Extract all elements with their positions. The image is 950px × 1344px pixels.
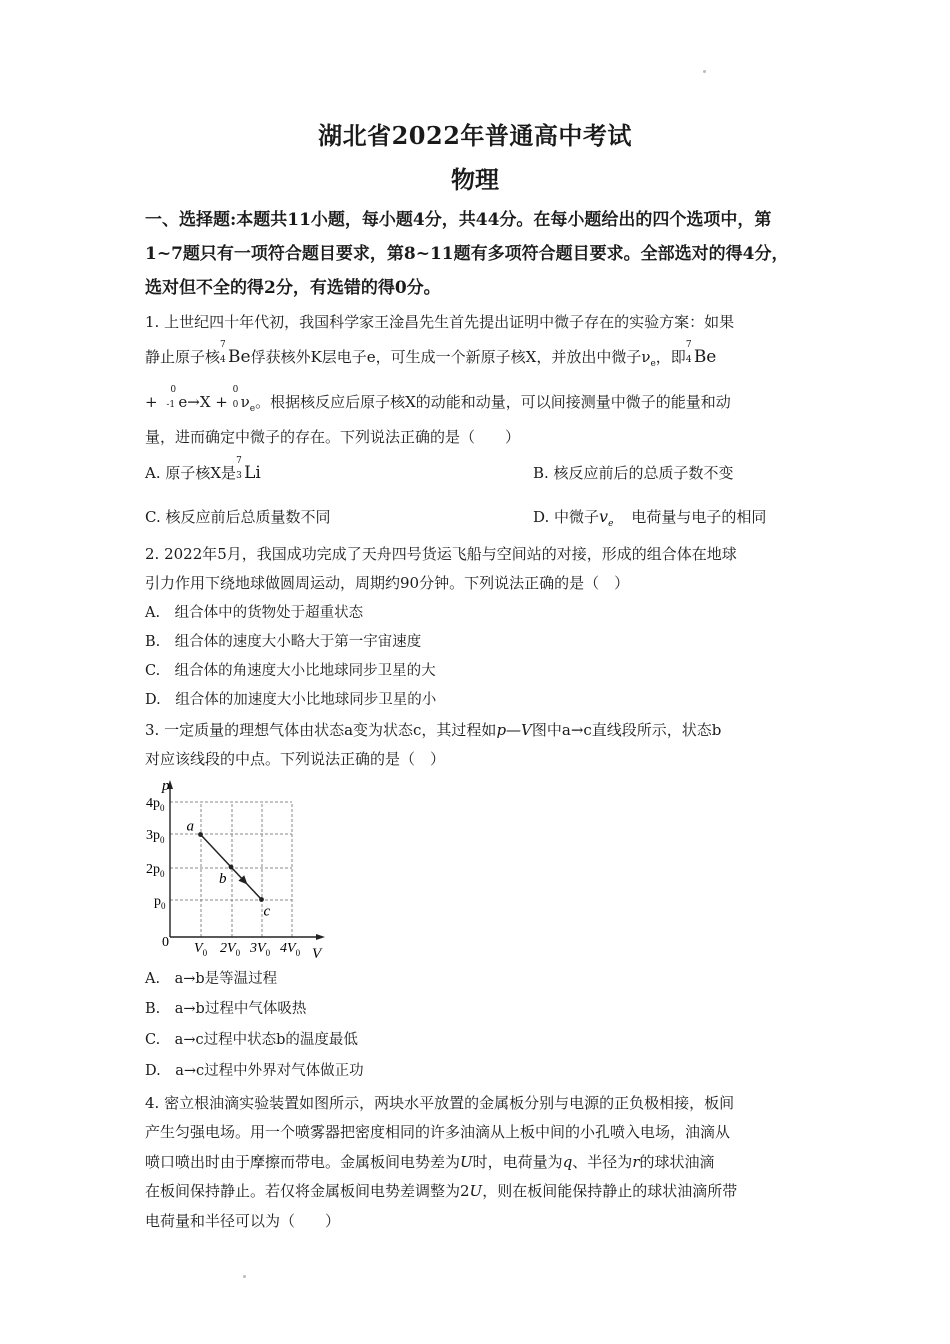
q1-line2: [145, 340, 717, 374]
q1-option-b: B. 核反应前后的总质子数不变: [533, 464, 734, 482]
section-heading: 一、选择题:本题共11小题，每小题4分，共44分。在每小题给出的四个选项中，第1~7题只有一项符合题目要求，第8~11题有多项符合题目要求。全部选对的得4分，选对但不全的得2分，有选错的得0分。: [145, 210, 789, 298]
q1-line1: 1. 上世纪四十年代初，我国科学家王淦昌先生首先提出证明中微子存在的实验方案：如果: [145, 313, 735, 331]
x-tick-sub: 0: [265, 948, 271, 958]
state-point-a: [198, 832, 203, 837]
state-label-a: a: [186, 818, 194, 835]
q4-var-u: U: [460, 1153, 473, 1171]
y-tick-text: 2p: [146, 862, 160, 877]
y-tick-sub: 0: [160, 869, 165, 879]
x-tick-labels: [194, 941, 301, 958]
y-tick-2p0: [146, 862, 165, 879]
x-tick-sub: 0: [235, 948, 241, 958]
v-axis-arrow: [316, 934, 325, 940]
be-mass: 7: [220, 340, 226, 350]
y-tick-sub: 0: [161, 901, 166, 911]
nu-symbol: ν: [240, 393, 250, 411]
q2-line2: 引力作用下绕地球做圆周运动，周期约90分钟。下列说法正确的是（ ）: [145, 574, 630, 592]
q2-option-d: D. 组合体的加速度大小比地球同步卫星的小: [145, 692, 437, 708]
q1-option-d-a: D. 中微子: [533, 508, 600, 526]
be-z: 4: [220, 355, 226, 365]
q1-line3: [145, 385, 731, 419]
nuclide-neutrino: [232, 385, 250, 412]
y-tick-text: p: [154, 894, 161, 909]
y-tick-sub: 0: [160, 835, 165, 845]
y-tick-sub: 0: [160, 803, 165, 813]
e-symbol: e: [178, 393, 188, 411]
x-tick-v0: [194, 941, 208, 958]
q3-line1-a: 3. 一定质量的理想气体由状态a变为状态c，其过程如: [145, 721, 497, 739]
origin-label: 0: [162, 935, 169, 950]
q4-line3-c: 、半径为: [572, 1153, 633, 1171]
state-label-c: c: [263, 903, 271, 920]
q1-option-d: [533, 507, 766, 534]
q3-option-b: B. a→b过程中气体吸热: [145, 1001, 307, 1017]
plus-sign: +: [145, 393, 158, 411]
exam-title: 湖北省2022年普通高中考试: [318, 121, 632, 150]
q2-option-a: A. 组合体中的货物处于超重状态: [145, 605, 364, 621]
x-tick-text: 2V: [220, 941, 236, 956]
x-tick-text: 4V: [280, 941, 296, 956]
nuclide-be: [220, 340, 251, 367]
be-mass: 7: [685, 340, 692, 350]
nuclide-electron: [166, 385, 188, 412]
x-tick-2v0: [220, 941, 241, 958]
e-z: -1: [166, 400, 176, 410]
q1-line2-b: 俘获核外K层电子e，可生成一个新原子核X，并放出中微子ν: [250, 348, 651, 366]
be-z: 4: [685, 355, 692, 365]
q1-option-a: [145, 456, 261, 483]
q4-line4-a: 在板间保持静止。若仅将金属板间电势差调整为2: [145, 1182, 470, 1200]
y-tick-text: 4p: [146, 796, 160, 811]
nu-z: 0: [232, 400, 239, 410]
x-tick-sub: 0: [202, 948, 208, 958]
q4-line3-b: 时，电荷量为: [472, 1153, 563, 1171]
y-tick-4p0: [146, 796, 165, 813]
y-tick-p0: [154, 894, 166, 911]
state-point-c: [259, 897, 264, 902]
y-tick-text: 3p: [146, 828, 160, 843]
x-tick-text: V: [194, 941, 203, 956]
nuclide-li: [236, 456, 261, 483]
q2-line1: 2. 2022年5月，我国成功完成了天舟四号货运飞船与空间站的对接，形成的组合体在地球: [145, 545, 737, 563]
p-axis-label: p: [162, 778, 170, 794]
nu-mass: 0: [232, 385, 239, 395]
q4-var-q: q: [562, 1153, 573, 1171]
q3-line2: 对应该线段的中点。下列说法正确的是（ ）: [145, 750, 446, 768]
scan-speck: [243, 1275, 246, 1278]
q1-line2-a: 静止原子核: [145, 348, 221, 366]
q1-option-d-b: 电荷量与电子的相同: [631, 508, 767, 526]
x-tick-sub: 0: [295, 948, 301, 958]
q3-line1-b: 图中a→c直线段所示，状态b: [531, 721, 722, 739]
q1-option-d-symbol: v: [599, 507, 609, 526]
li-z: 3: [236, 471, 242, 481]
q1-line2-c: ，即: [655, 348, 686, 366]
y-tick-labels: [146, 796, 166, 911]
x-tick-text: 3V: [250, 941, 266, 956]
q4-line4: [145, 1181, 737, 1201]
q1-line4: 量，进而确定中微子的存在。下列说法正确的是（ ）: [145, 428, 521, 446]
q4-line1: 4. 密立根油滴实验装置如图所示，两块水平放置的金属板分别与电源的正负极相接，板间: [145, 1094, 735, 1112]
x-tick-3v0: [249, 941, 271, 958]
q3-pv: p—V: [496, 721, 532, 739]
q2-option-c: C. 组合体的角速度大小比地球同步卫星的大: [145, 663, 436, 679]
q1-option-d-sub: e: [608, 519, 614, 529]
nu-e-sub: e: [249, 404, 256, 414]
subject-title: 物理: [451, 165, 499, 194]
q4-var-u2: U: [469, 1182, 483, 1200]
li-mass: 7: [236, 456, 242, 466]
be-symbol: Be: [693, 347, 717, 367]
q4-line3: [145, 1152, 715, 1172]
state-label-b: b: [219, 871, 227, 887]
q4-line3-d: 的球状油滴: [639, 1153, 715, 1171]
q3-option-c: C. a→c过程中状态b的温度最低: [145, 1032, 358, 1048]
q4-line2: 产生匀强电场。用一个喷雾器把密度相同的许多油滴从上板中间的小孔喷入电场，油滴从: [145, 1123, 731, 1141]
q4-line5: 电荷量和半径可以为（ ）: [145, 1212, 341, 1230]
y-tick-3p0: [146, 828, 165, 845]
nu-sub: e: [650, 359, 656, 369]
q3-option-d: D. a→c过程中外界对气体做正功: [145, 1063, 364, 1079]
nuclide-be-2: [685, 340, 717, 367]
reaction-arrow: →X +: [187, 393, 228, 411]
li-symbol: Li: [244, 463, 261, 483]
q4-var-r: r: [632, 1153, 640, 1171]
scan-speck: [703, 70, 706, 73]
q3-option-a: A. a→b是等温过程: [145, 971, 278, 987]
q1-option-a-text: A. 原子核X是: [145, 464, 237, 482]
e-mass: 0: [170, 385, 177, 395]
q2-option-b: B. 组合体的速度大小略大于第一宇宙速度: [145, 634, 422, 650]
q1-option-c: C. 核反应前后总质量数不同: [145, 508, 331, 526]
x-tick-4v0: [280, 941, 301, 958]
q4-line3-a: 喷口喷出时由于摩擦而带电。金属板间电势差为: [145, 1153, 461, 1171]
v-axis-label: V: [312, 946, 322, 962]
q3-line1: [145, 720, 721, 740]
q4-line4-b: ，则在板间能保持静止的球状油滴所带: [482, 1182, 738, 1200]
pv-graph: [140, 772, 340, 962]
state-point-b: [229, 865, 234, 870]
be-symbol: Be: [228, 347, 251, 367]
q1-line3-rest: 。根据核反应后原子核X的动能和动量，可以间接测量中微子的能量和动: [255, 393, 731, 411]
